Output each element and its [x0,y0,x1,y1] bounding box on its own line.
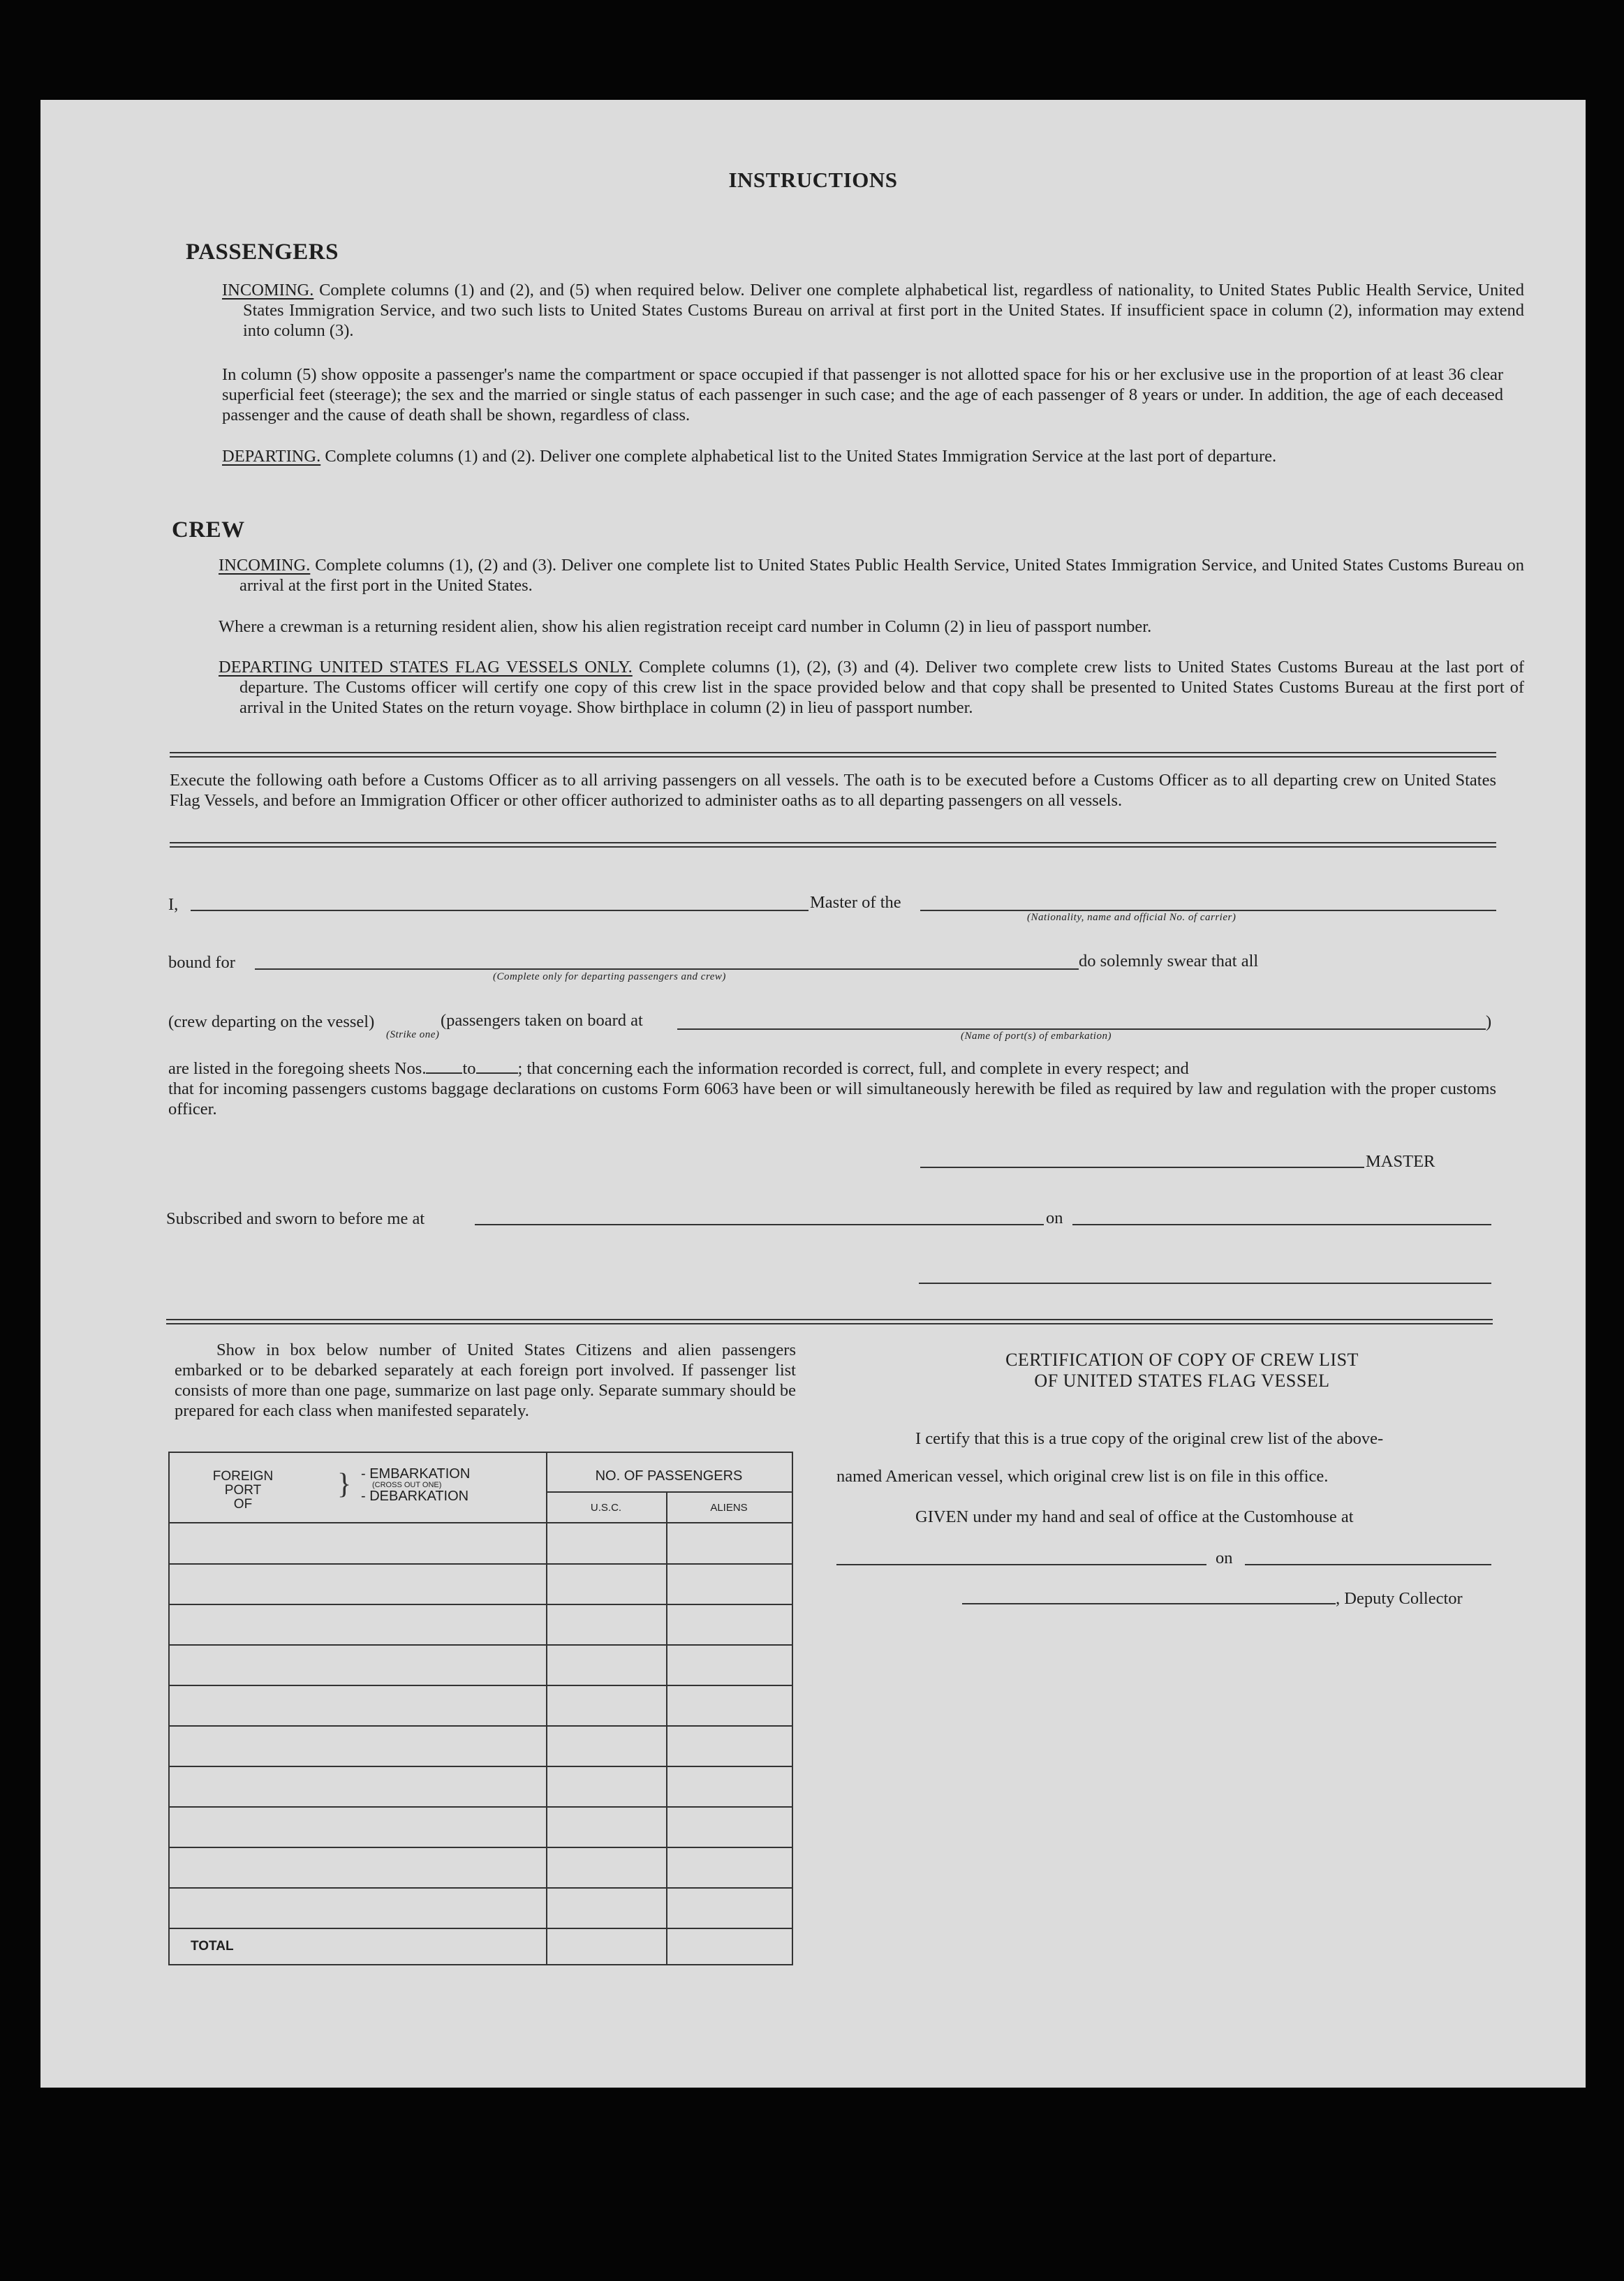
passenger-summary-table [168,1452,793,1965]
table-header-line [170,1522,792,1523]
table-row [170,1685,792,1686]
col-foreign: FOREIGN [212,1469,274,1484]
sworn-on-label: on [1046,1209,1063,1227]
deputy-collector-label: , Deputy Collector [1336,1589,1463,1608]
debarkation-label: - DEBARKATION [361,1489,469,1504]
page-title: INSTRUCTIONS [728,168,898,192]
master-name-field[interactable] [191,910,849,911]
deputy-signature-field[interactable] [962,1603,1336,1604]
bound-for-caption: (Complete only for departing passengers and crew) [493,971,726,982]
crew-departing-paragraph [219,657,1524,718]
embark-debark-header [361,1467,470,1503]
carrier-caption: (Nationality, name and official No. of carrier) [1027,912,1237,923]
certification-heading-2: OF UNITED STATES FLAG VESSEL [1034,1371,1330,1391]
passengers-departing-label: DEPARTING. [222,447,321,466]
master-of-label: Master of the [810,893,901,912]
crew-heading: CREW [172,517,245,542]
summary-instructions: Show in box below number of United States Citizens and alien passengers embarked or to be debarked separately at each foreign port involved. If passenger list consists of more than one page, summarize on last page only. Separate summary should be prepared for each class when manifested separately. [175,1341,796,1420]
listed-text-b: ; that concerning each the information recorded is correct, full, and complete in every respect; and [517,1059,1189,1078]
passengers-taken-option[interactable]: (passengers taken on board at [441,1011,643,1030]
table-row [170,1725,792,1727]
passengers-heading: PASSENGERS [186,239,339,265]
close-paren: ) [1486,1012,1492,1031]
swear-label: do solemnly swear that all [1079,952,1259,970]
sheet-from-field[interactable] [426,1060,462,1074]
table-row [170,1847,792,1848]
certification-on-label: on [1216,1549,1233,1567]
table-row [170,1563,792,1565]
table-row [170,1806,792,1808]
cross-out-label: (CROSS OUT ONE) [372,1481,442,1489]
col-foreign-header [198,1470,288,1512]
listed-line-a [168,1058,1496,1079]
carrier-field[interactable] [920,910,1496,911]
table-row [170,1887,792,1889]
bound-for-label: bound for [168,953,235,972]
listed-to: to [462,1059,476,1078]
table-row [170,1644,792,1646]
divider-top [170,752,1496,758]
divider-oath [170,842,1496,848]
certification-date-field[interactable] [1245,1564,1491,1565]
strike-one-caption: (Strike one) [386,1029,440,1040]
no-passengers-header: NO. OF PASSENGERS [595,1468,743,1484]
total-label: TOTAL [191,1939,234,1954]
passengers-incoming-text: Complete columns (1) and (2), and (5) when required below. Deliver one complete alphabetical list, regardless of nationality, to United States Public Health Service, United States Immigration Service, and two such lists to United States Customs Bureau on arrival at first port in the United States. If insufficient space in column (2), information may extend into column (3). [243,281,1525,340]
subscribed-label: Subscribed and sworn to before me at [166,1209,425,1228]
sworn-place-field[interactable] [475,1224,1044,1225]
passengers-incoming-paragraph [222,280,1524,341]
crew-incoming-label: INCOMING. [219,556,311,575]
embarkation-label: - EMBARKATION [361,1466,471,1482]
crew-departing-label: DEPARTING UNITED STATES FLAG VESSELS ONLY. [219,658,633,677]
form-page [40,100,1586,2088]
crew-resident-paragraph: Where a crewman is a returning resident alien, show his alien registration receipt card number in Column (2) in lieu of passport number. [219,617,1152,636]
passengers-column5-paragraph: In column (5) show opposite a passenger's name the compartment or space occupied if that passenger is not allotted space for his or her exclusive use in the proportion of at least 36 clear superficial feet (steerage); the sex and the married or single status of each passenger in such case; and the age of each passenger of 8 years or under. In addition, the age of each deceased passenger and the cause of death shall be shown, regardless of class. [222,365,1503,425]
table-subheader-line [546,1491,792,1493]
crew-departing-text: Complete columns (1), (2), (3) and (4). Deliver two complete crew lists to United States Customs Bureau at the last port of departure. The Customs officer will certify one copy of this crew list in the space provided below and that copy shall be presented to United States Customs Bureau at the first port of arrival in the United States on the return voyage. Show birthplace in column (2) in lieu of passport number. [239,658,1524,717]
embarkation-port-caption: (Name of port(s) of embarkation) [961,1031,1112,1042]
aliens-header: ALIENS [710,1502,748,1514]
crew-departing-option[interactable]: (crew departing on the vessel) [168,1012,375,1031]
table-row [170,1928,792,1929]
usc-header: U.S.C. [590,1502,622,1514]
passengers-departing-paragraph [222,446,1524,466]
col-of: OF [233,1497,253,1512]
certification-line-3: GIVEN under my hand and seal of office at the Customhouse at [915,1507,1354,1526]
embarkation-port-field[interactable] [677,1028,1486,1030]
brace-icon: } [337,1468,352,1500]
col-port: PORT [224,1483,262,1498]
crew-incoming-text: Complete columns (1), (2) and (3). Deliver one complete list to United States Public Health Service, United States Immigration Service, and United States Customs Bureau on arrival at the first port in the United States. [239,556,1524,595]
passengers-incoming-label: INCOMING. [222,281,314,300]
certification-heading-1: CERTIFICATION OF COPY OF CREW LIST [1005,1350,1359,1370]
listed-line-c: that for incoming passengers customs baggage declarations on customs Form 6063 have been or will simultaneously herewith be filed as required by law and regulation with the proper customs officer. [168,1079,1496,1119]
table-col-divider-2 [666,1491,667,1964]
listed-text-a: are listed in the foregoing sheets Nos. [168,1059,427,1078]
certification-line-2: named American vessel, which original crew list is on file in this office. [836,1467,1329,1486]
oath-intro-paragraph: Execute the following oath before a Customs Officer as to all arriving passengers on all vessels. The oath is to be executed before a Customs Officer as to all departing crew on United States Flag Vessels, and before an Immigration Officer or other officer authorized to administer oaths as to all departing passengers on all vessels. [170,771,1496,810]
crew-incoming-paragraph [219,555,1524,596]
table-row [170,1766,792,1767]
bound-for-field[interactable] [255,968,1079,970]
table-row [170,1604,792,1605]
master-signature-field[interactable] [920,1167,1364,1168]
sheet-to-field[interactable] [476,1060,518,1074]
customhouse-place-field[interactable] [836,1564,1206,1565]
certification-heading [843,1350,1521,1392]
divider-bottom [166,1319,1493,1324]
passengers-departing-text: Complete columns (1) and (2). Deliver one complete alphabetical list to the United States Immigration Service at the last port of departure. [325,447,1277,466]
oath-i-label: I, [168,895,179,914]
officer-signature-field[interactable] [919,1283,1491,1284]
master-label: MASTER [1366,1152,1435,1171]
sworn-date-field[interactable] [1072,1224,1491,1225]
certification-line-1: I certify that this is a true copy of the original crew list of the above- [915,1429,1384,1448]
